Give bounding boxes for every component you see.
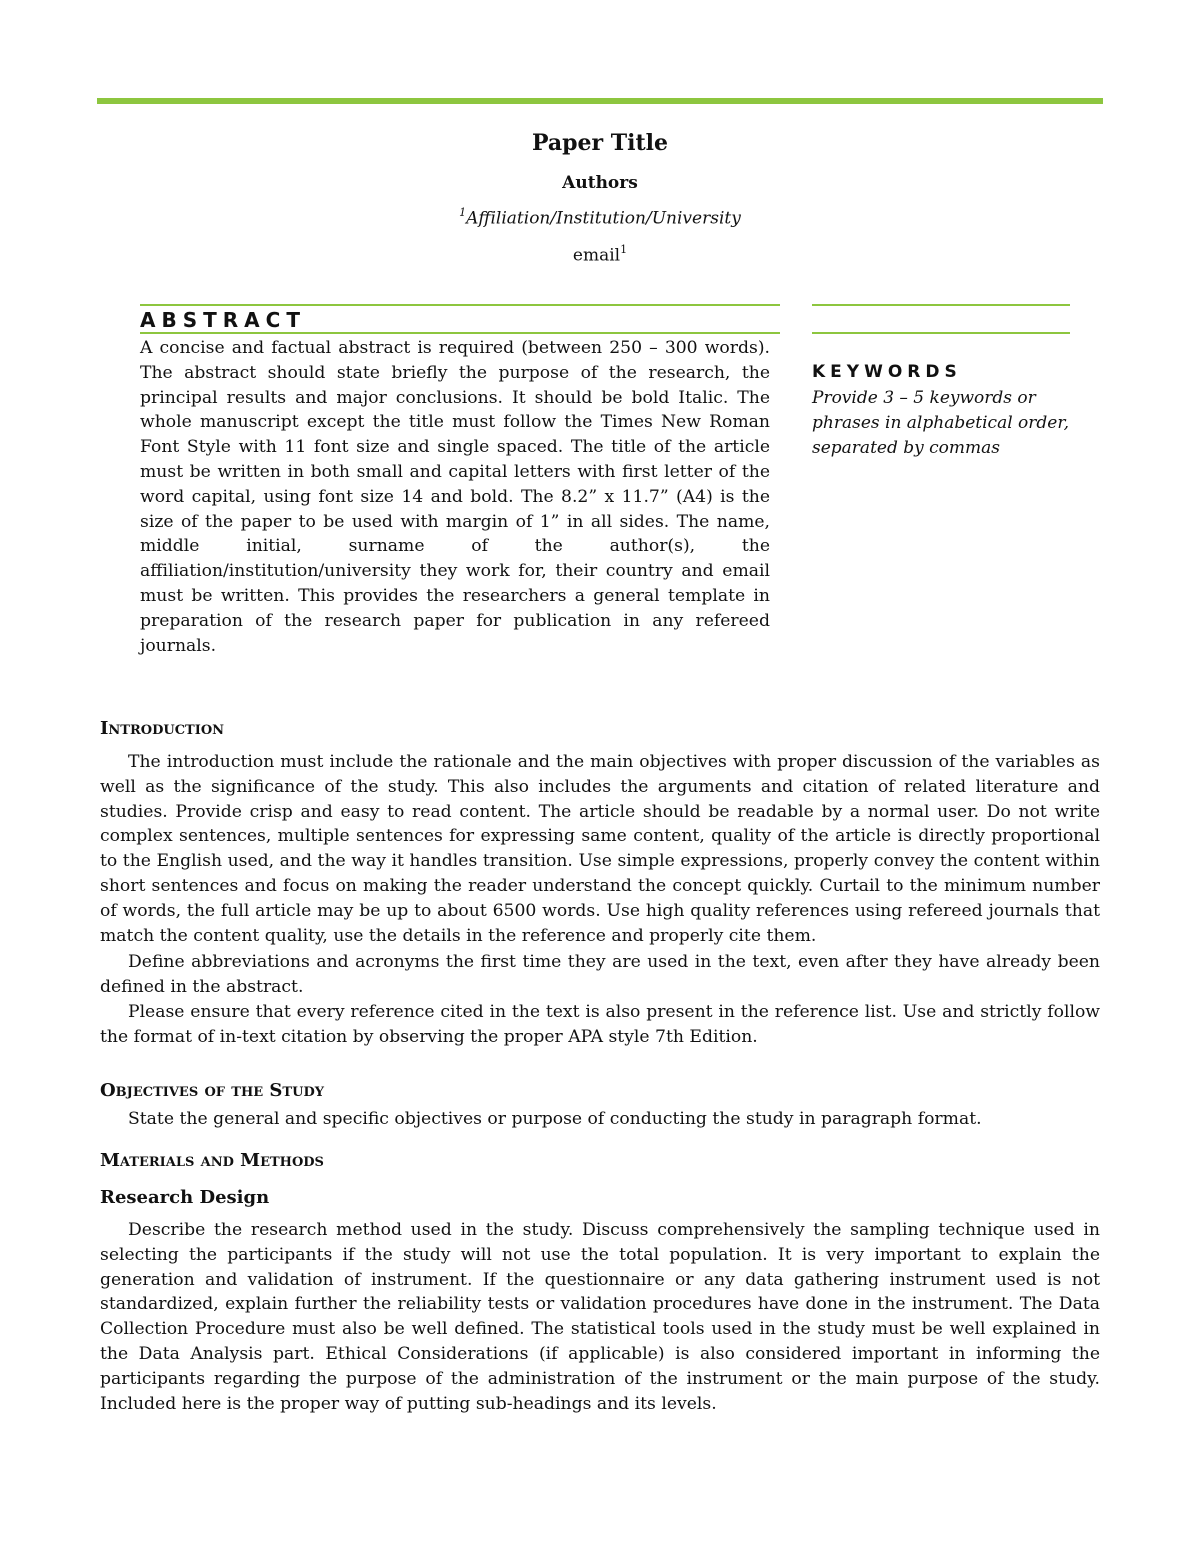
keywords-bottom-rule bbox=[812, 332, 1070, 334]
introduction-paragraph-3: Please ensure that every reference cited in the text is also present in the reference list. Use and strictly follow the format of in-text citation by observing the proper APA style 7th Edition. bbox=[100, 1002, 1100, 1047]
affiliation-text: Affiliation/Institution/University bbox=[466, 208, 741, 229]
top-accent-bar bbox=[97, 98, 1103, 104]
keywords-heading: KEYWORDS bbox=[812, 362, 962, 382]
objectives-heading: Objectives of the Study bbox=[100, 1080, 324, 1101]
introduction-paragraph-1: The introduction must include the rationale and the main objectives with proper discussion of the variables as well as the significance of the study. This also includes the arguments and citation of related literature and studies. Provide crisp and easy to read content. The article should be readable by a normal user. Do not write complex sentences, multiple sentences for expressing same content, quality of the article is directly proportional to the English used, and the way it handles transition. Use simple expressions, properly convey the content within short sentences and focus on making the reader understand the concept quickly. Curtail to the minimum number of words, the full article may be up to about 6500 words. Use high quality references using refereed journals that match the content quality, use the details in the reference and properly cite them. bbox=[100, 752, 1100, 946]
keywords-text: Provide 3 – 5 keywords or phrases in alphabetical order, separated by commas bbox=[812, 388, 1070, 458]
objectives-paragraph: State the general and specific objectives or purpose of conducting the study in paragraph format. bbox=[128, 1109, 982, 1129]
email-text: email bbox=[572, 245, 621, 266]
introduction-paragraph-2: Define abbreviations and acronyms the first time they are used in the text, even after they have already been defined in the abstract. bbox=[100, 952, 1100, 997]
keywords-top-rule bbox=[812, 304, 1070, 306]
introduction-heading: Introduction bbox=[100, 718, 225, 739]
affiliation bbox=[97, 207, 1103, 229]
abstract-heading: ABSTRACT bbox=[140, 308, 306, 332]
abstract-top-rule bbox=[140, 304, 780, 306]
email-superscript: 1 bbox=[620, 243, 628, 256]
paper-title: Paper Title bbox=[531, 130, 669, 156]
research-design-heading: Research Design bbox=[100, 1187, 270, 1208]
email bbox=[97, 244, 1103, 266]
research-design-paragraph: Describe the research method used in the study. Discuss comprehensively the sampling technique used in selecting the participants if the study will not use the total population. It is very important to explain the generation and validation of instrument. If the questionnaire or any data gathering instrument used is not standardized, explain further the reliability tests or validation procedures have done in the instrument. The Data Collection Procedure must also be well defined. The statistical tools used in the study must be well explained in the Data Analysis part. Ethical Considerations (if applicable) is also considered important in informing the participants regarding the purpose of the administration of the instrument or the main purpose of the study. Included here is the proper way of putting sub-headings and its levels. bbox=[100, 1220, 1100, 1414]
abstract-bottom-rule bbox=[140, 332, 780, 334]
affiliation-superscript: 1 bbox=[459, 206, 467, 219]
materials-methods-heading: Materials and Methods bbox=[100, 1150, 324, 1171]
authors: Authors bbox=[562, 173, 638, 193]
abstract-text: A concise and factual abstract is required (between 250 – 300 words). The abstract should state briefly the purpose of the research, the principal results and major conclusions. It should be bold Italic. The whole manuscript except the title must follow the Times New Roman Font Style with 11 font size and single spaced. The title of the article must be written in both small and capital letters with first letter of the word capital, using font size 14 and bold. The 8.2” x 11.7” (A4) is the size of the paper to be used with margin of 1” in all sides. The name, middle initial, surname of the author(s), the affiliation/institution/university they work for, their country and email must be written. This provides the researchers a general template in preparation of the research paper for publication in any refereed journals. bbox=[140, 338, 770, 656]
